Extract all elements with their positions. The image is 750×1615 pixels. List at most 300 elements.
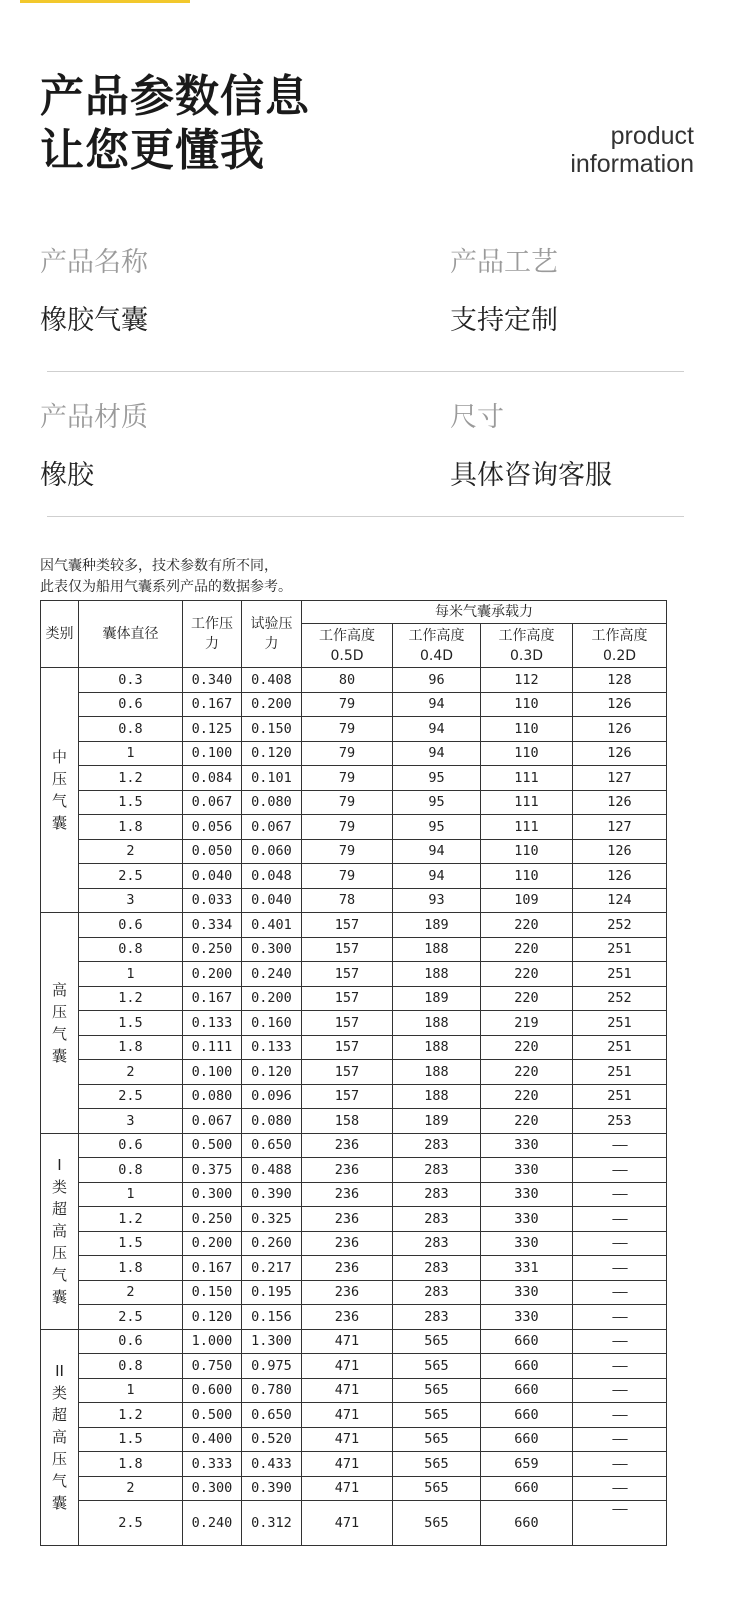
table-cell: —— (573, 1476, 667, 1501)
table-cell: —— (573, 1354, 667, 1379)
table-row (41, 1329, 667, 1354)
table-cell: 0.408 (242, 668, 302, 693)
header-height-03d (481, 624, 573, 668)
table-cell: 79 (302, 790, 393, 815)
table-cell: 126 (573, 717, 667, 742)
table-cell: 0.111 (183, 1035, 242, 1060)
table-cell: 127 (573, 815, 667, 840)
table-cell: 0.333 (183, 1452, 242, 1477)
table-cell: 2.5 (79, 1501, 183, 1546)
table-cell: 2.5 (79, 1084, 183, 1109)
info-value: 具体咨询客服 (450, 460, 612, 491)
table-cell: 0.260 (242, 1231, 302, 1256)
table-cell: 1.2 (79, 1207, 183, 1232)
table-cell: 0.125 (183, 717, 242, 742)
table-cell: 236 (302, 1133, 393, 1158)
info-row (40, 395, 685, 545)
table-cell: 0.240 (242, 962, 302, 987)
table-cell: —— (573, 1158, 667, 1183)
table-cell: 283 (393, 1280, 481, 1305)
table-cell: 283 (393, 1133, 481, 1158)
table-row (41, 1060, 667, 1085)
english-title-line-1: product (610, 122, 694, 150)
table-cell: 1.300 (242, 1329, 302, 1354)
table-cell: 80 (302, 668, 393, 693)
table-cell: 0.250 (183, 937, 242, 962)
table-cell: 0.400 (183, 1427, 242, 1452)
title-line-1: 产品参数信息 (40, 71, 310, 122)
table-cell: —— (573, 1256, 667, 1281)
info-cell-product-name (40, 240, 148, 338)
table-row (41, 913, 667, 938)
table-row (41, 1035, 667, 1060)
table-cell: —— (573, 1207, 667, 1232)
table-cell: 95 (393, 766, 481, 791)
table-cell: 565 (393, 1501, 481, 1546)
table-row (41, 1452, 667, 1477)
table-cell: 1.2 (79, 1403, 183, 1428)
table-cell: 0.120 (183, 1305, 242, 1330)
table-row (41, 741, 667, 766)
table-cell: 236 (302, 1280, 393, 1305)
info-value: 支持定制 (450, 305, 558, 336)
table-cell: 0.340 (183, 668, 242, 693)
table-cell: 236 (302, 1182, 393, 1207)
table-row (41, 1427, 667, 1452)
table-cell: 128 (573, 668, 667, 693)
table-cell: —— (573, 1182, 667, 1207)
info-row (40, 240, 685, 390)
table-cell: 0.080 (183, 1084, 242, 1109)
table-cell: 220 (481, 1060, 573, 1085)
table-cell: 0.390 (242, 1182, 302, 1207)
page-title (40, 70, 310, 178)
table-cell: 236 (302, 1158, 393, 1183)
table-cell: 565 (393, 1354, 481, 1379)
table-cell: 1.2 (79, 986, 183, 1011)
table-cell: —— (573, 1231, 667, 1256)
table-row (41, 766, 667, 791)
table-cell: 0.048 (242, 864, 302, 889)
table-cell: 1.5 (79, 1231, 183, 1256)
table-cell: 2 (79, 1280, 183, 1305)
header-height-04d (393, 624, 481, 668)
table-cell: 109 (481, 888, 573, 913)
info-value: 橡胶气囊 (40, 305, 148, 336)
table-cell: 253 (573, 1109, 667, 1134)
height-name: 工作高度 (591, 627, 648, 644)
table-cell: —— (573, 1501, 667, 1546)
table-cell: 471 (302, 1452, 393, 1477)
table-cell: 0.056 (183, 815, 242, 840)
table-cell: 283 (393, 1231, 481, 1256)
table-cell: 110 (481, 741, 573, 766)
info-block-1 (40, 240, 685, 390)
table-cell: 3 (79, 1109, 183, 1134)
table-cell: 0.167 (183, 692, 242, 717)
table-cell: 0.133 (242, 1035, 302, 1060)
table-cell: 94 (393, 864, 481, 889)
table-cell: 1.5 (79, 790, 183, 815)
table-row (41, 1305, 667, 1330)
table-cell: 220 (481, 1109, 573, 1134)
table-cell: 2 (79, 839, 183, 864)
info-label: 尺寸 (450, 402, 504, 433)
table-cell: 94 (393, 741, 481, 766)
table-cell: 1.8 (79, 1452, 183, 1477)
table-cell: 0.200 (242, 986, 302, 1011)
table-row (41, 1501, 667, 1546)
table-cell: 110 (481, 717, 573, 742)
info-cell-material (40, 395, 148, 493)
table-cell: 0.8 (79, 717, 183, 742)
table-cell: 189 (393, 986, 481, 1011)
table-cell: 330 (481, 1158, 573, 1183)
table-cell: 471 (302, 1403, 393, 1428)
table-cell: 111 (481, 815, 573, 840)
table-cell: 1 (79, 1182, 183, 1207)
table-cell: 111 (481, 790, 573, 815)
accent-bar (20, 0, 190, 3)
table-cell: 0.060 (242, 839, 302, 864)
table-cell: 110 (481, 864, 573, 889)
table-row (41, 692, 667, 717)
table-row (41, 1133, 667, 1158)
table-cell: —— (573, 1133, 667, 1158)
table-cell: 283 (393, 1158, 481, 1183)
table-cell: 1.2 (79, 766, 183, 791)
table-cell: 0.156 (242, 1305, 302, 1330)
table-row (41, 1158, 667, 1183)
table-cell: 1.000 (183, 1329, 242, 1354)
table-cell: 471 (302, 1354, 393, 1379)
table-cell: 79 (302, 864, 393, 889)
table-cell: 2.5 (79, 1305, 183, 1330)
table-row (41, 790, 667, 815)
table-cell: 220 (481, 937, 573, 962)
table-cell: 220 (481, 1084, 573, 1109)
table-cell: 0.067 (183, 1109, 242, 1134)
table-cell: 0.080 (242, 790, 302, 815)
table-cell: 0.750 (183, 1354, 242, 1379)
table-cell: 471 (302, 1427, 393, 1452)
table-cell: 0.217 (242, 1256, 302, 1281)
divider (47, 371, 684, 372)
table-cell: 660 (481, 1501, 573, 1546)
table-cell: 157 (302, 1011, 393, 1036)
english-title (570, 122, 694, 178)
category-cell (41, 1133, 79, 1329)
table-cell: 0.150 (242, 717, 302, 742)
table-cell: 251 (573, 1060, 667, 1085)
table-cell: 283 (393, 1256, 481, 1281)
table-cell: 1.8 (79, 1256, 183, 1281)
table-row (41, 1403, 667, 1428)
table-row (41, 668, 667, 693)
table-cell: 0.250 (183, 1207, 242, 1232)
table-cell: 188 (393, 1060, 481, 1085)
table-cell: 330 (481, 1231, 573, 1256)
table-cell: 330 (481, 1133, 573, 1158)
table-cell: 0.100 (183, 741, 242, 766)
table-cell: 126 (573, 692, 667, 717)
table-cell: 94 (393, 692, 481, 717)
table-cell: 2 (79, 1060, 183, 1085)
table-cell: 1 (79, 962, 183, 987)
table-row (41, 986, 667, 1011)
table-cell: 96 (393, 668, 481, 693)
table-cell: 330 (481, 1182, 573, 1207)
table-row (41, 1011, 667, 1036)
divider (47, 516, 684, 517)
table-cell: —— (573, 1452, 667, 1477)
table-cell: 0.520 (242, 1427, 302, 1452)
table-cell: 0.300 (183, 1182, 242, 1207)
table-row (41, 1207, 667, 1232)
table-row (41, 1280, 667, 1305)
table-row (41, 937, 667, 962)
table-cell: 157 (302, 1035, 393, 1060)
header-category: 类别 (41, 601, 79, 668)
table-cell: 0.167 (183, 986, 242, 1011)
table-cell: 0.300 (242, 937, 302, 962)
table-cell: 79 (302, 839, 393, 864)
table-cell: 0.6 (79, 692, 183, 717)
table-cell: 0.390 (242, 1476, 302, 1501)
table-cell: 251 (573, 1011, 667, 1036)
table-cell: 157 (302, 1084, 393, 1109)
height-ratio: 0.3D (509, 647, 544, 664)
table-cell: 78 (302, 888, 393, 913)
height-ratio: 0.4D (419, 647, 454, 664)
table-cell: 330 (481, 1305, 573, 1330)
table-cell: 471 (302, 1476, 393, 1501)
category-label: I类超高压气囊 (51, 1156, 67, 1306)
table-cell: 158 (302, 1109, 393, 1134)
table-cell: 0.133 (183, 1011, 242, 1036)
table-cell: 0.375 (183, 1158, 242, 1183)
table-cell: 127 (573, 766, 667, 791)
table-cell: 0.101 (242, 766, 302, 791)
table-cell: 0.401 (242, 913, 302, 938)
table-cell: 79 (302, 766, 393, 791)
table-cell: 157 (302, 1060, 393, 1085)
table-cell: 1.8 (79, 1035, 183, 1060)
info-cell-size (450, 395, 612, 493)
table-cell: 330 (481, 1280, 573, 1305)
table-cell: 189 (393, 913, 481, 938)
table-cell: 157 (302, 913, 393, 938)
table-cell: 2 (79, 1476, 183, 1501)
table-cell: 79 (302, 815, 393, 840)
table-row (41, 717, 667, 742)
table-cell: 0.084 (183, 766, 242, 791)
category-label: 中压气囊 (51, 748, 67, 832)
table-cell: 0.195 (242, 1280, 302, 1305)
table-cell: 660 (481, 1378, 573, 1403)
table-cell: 1 (79, 741, 183, 766)
table-cell: 236 (302, 1207, 393, 1232)
header-work-pressure (183, 601, 242, 668)
table-cell: 0.334 (183, 913, 242, 938)
table-cell: 157 (302, 937, 393, 962)
table-row (41, 839, 667, 864)
table-row (41, 1182, 667, 1207)
header-height-02d (573, 624, 667, 668)
table-cell: 0.500 (183, 1403, 242, 1428)
height-name: 工作高度 (408, 627, 465, 644)
table-cell: 0.650 (242, 1133, 302, 1158)
category-label: II类超高压气囊 (51, 1362, 67, 1512)
table-cell: 0.500 (183, 1133, 242, 1158)
table-cell: —— (573, 1403, 667, 1428)
table-cell: 0.6 (79, 913, 183, 938)
table-cell: 0.200 (183, 1231, 242, 1256)
table-cell: 94 (393, 839, 481, 864)
table-cell: 471 (302, 1378, 393, 1403)
table-cell: 0.040 (183, 864, 242, 889)
table-cell: —— (573, 1305, 667, 1330)
table-cell: 565 (393, 1476, 481, 1501)
table-cell: 220 (481, 962, 573, 987)
table-cell: 1.8 (79, 815, 183, 840)
header-height-05d (302, 624, 393, 668)
table-cell: 0.080 (242, 1109, 302, 1134)
table-cell: 188 (393, 962, 481, 987)
info-label: 产品材质 (40, 402, 148, 433)
table-cell: —— (573, 1427, 667, 1452)
table-cell: 0.488 (242, 1158, 302, 1183)
table-cell: 0.200 (242, 692, 302, 717)
table-cell: 157 (302, 986, 393, 1011)
table-cell: 660 (481, 1427, 573, 1452)
table-cell: 220 (481, 1035, 573, 1060)
table-cell: 112 (481, 668, 573, 693)
table-cell: 0.433 (242, 1452, 302, 1477)
table-cell: 95 (393, 815, 481, 840)
table-row (41, 888, 667, 913)
table-cell: 126 (573, 790, 667, 815)
table-cell: 0.300 (183, 1476, 242, 1501)
table-cell: 283 (393, 1305, 481, 1330)
table-row (41, 864, 667, 889)
table-cell: 0.120 (242, 741, 302, 766)
table-row (41, 1084, 667, 1109)
table-cell: —— (573, 1280, 667, 1305)
table-cell: 79 (302, 717, 393, 742)
table-cell: 124 (573, 888, 667, 913)
info-value: 橡胶 (40, 460, 94, 491)
table-cell: 110 (481, 692, 573, 717)
height-ratio: 0.5D (330, 647, 364, 664)
table-cell: 331 (481, 1256, 573, 1281)
category-cell (41, 913, 79, 1134)
table-row (41, 1256, 667, 1281)
spec-table-body (41, 668, 667, 1546)
table-cell: 565 (393, 1427, 481, 1452)
english-title-line-2: information (570, 150, 694, 178)
table-cell: 251 (573, 937, 667, 962)
table-cell: 252 (573, 913, 667, 938)
table-cell: —— (573, 1378, 667, 1403)
table-cell: 188 (393, 1035, 481, 1060)
table-cell: 0.240 (183, 1501, 242, 1546)
table-cell: 0.120 (242, 1060, 302, 1085)
table-cell: 1 (79, 1378, 183, 1403)
category-label: 高压气囊 (51, 980, 67, 1065)
table-header-row (41, 601, 667, 624)
table-cell: 79 (302, 741, 393, 766)
table-cell: 565 (393, 1452, 481, 1477)
info-label: 产品工艺 (450, 247, 558, 278)
table-cell: 188 (393, 1084, 481, 1109)
category-cell (41, 1329, 79, 1545)
table-cell: 0.6 (79, 1133, 183, 1158)
info-block-2 (40, 395, 685, 545)
table-cell: 0.6 (79, 1329, 183, 1354)
table-cell: 0.600 (183, 1378, 242, 1403)
table-cell: 0.150 (183, 1280, 242, 1305)
table-cell: 93 (393, 888, 481, 913)
table-cell: 95 (393, 790, 481, 815)
table-cell: 0.325 (242, 1207, 302, 1232)
table-row (41, 1378, 667, 1403)
table-cell: 0.100 (183, 1060, 242, 1085)
table-cell: 189 (393, 1109, 481, 1134)
table-cell: 126 (573, 839, 667, 864)
table-cell: 0.067 (183, 790, 242, 815)
table-cell: 0.975 (242, 1354, 302, 1379)
table-cell: 236 (302, 1305, 393, 1330)
title-line-2: 让您更懂我 (40, 125, 265, 176)
note-line-2: 此表仅为船用气囊系列产品的数据参考。 (40, 579, 292, 595)
table-cell: 660 (481, 1354, 573, 1379)
table-cell: 252 (573, 986, 667, 1011)
header-test-pressure-text: 试验压力 (250, 616, 293, 652)
table-cell: 220 (481, 913, 573, 938)
table-cell: 660 (481, 1476, 573, 1501)
header-capacity: 每米气囊承载力 (302, 601, 667, 624)
table-cell: 0.8 (79, 937, 183, 962)
table-cell: 0.033 (183, 888, 242, 913)
table-cell: 0.8 (79, 1158, 183, 1183)
table-cell: 236 (302, 1256, 393, 1281)
table-cell: 0.200 (183, 962, 242, 987)
table-cell: 565 (393, 1329, 481, 1354)
table-cell: 110 (481, 839, 573, 864)
table-cell: 660 (481, 1329, 573, 1354)
table-cell: 219 (481, 1011, 573, 1036)
table-cell: 3 (79, 888, 183, 913)
table-cell: 79 (302, 692, 393, 717)
table-cell: 330 (481, 1207, 573, 1232)
info-label: 产品名称 (40, 247, 148, 278)
spec-table (40, 600, 667, 1546)
table-cell: 188 (393, 1011, 481, 1036)
table-cell: 236 (302, 1231, 393, 1256)
note-line-1: 因气囊种类较多，技术参数有所不同， (40, 558, 278, 574)
table-cell: 1.5 (79, 1427, 183, 1452)
table-cell: 0.650 (242, 1403, 302, 1428)
table-cell: —— (573, 1329, 667, 1354)
table-cell: 0.067 (242, 815, 302, 840)
table-cell: 0.040 (242, 888, 302, 913)
header-work-pressure-text: 工作压力 (191, 616, 233, 652)
table-cell: 0.780 (242, 1378, 302, 1403)
height-name: 工作高度 (319, 627, 375, 644)
table-cell: 0.050 (183, 839, 242, 864)
table-row (41, 815, 667, 840)
